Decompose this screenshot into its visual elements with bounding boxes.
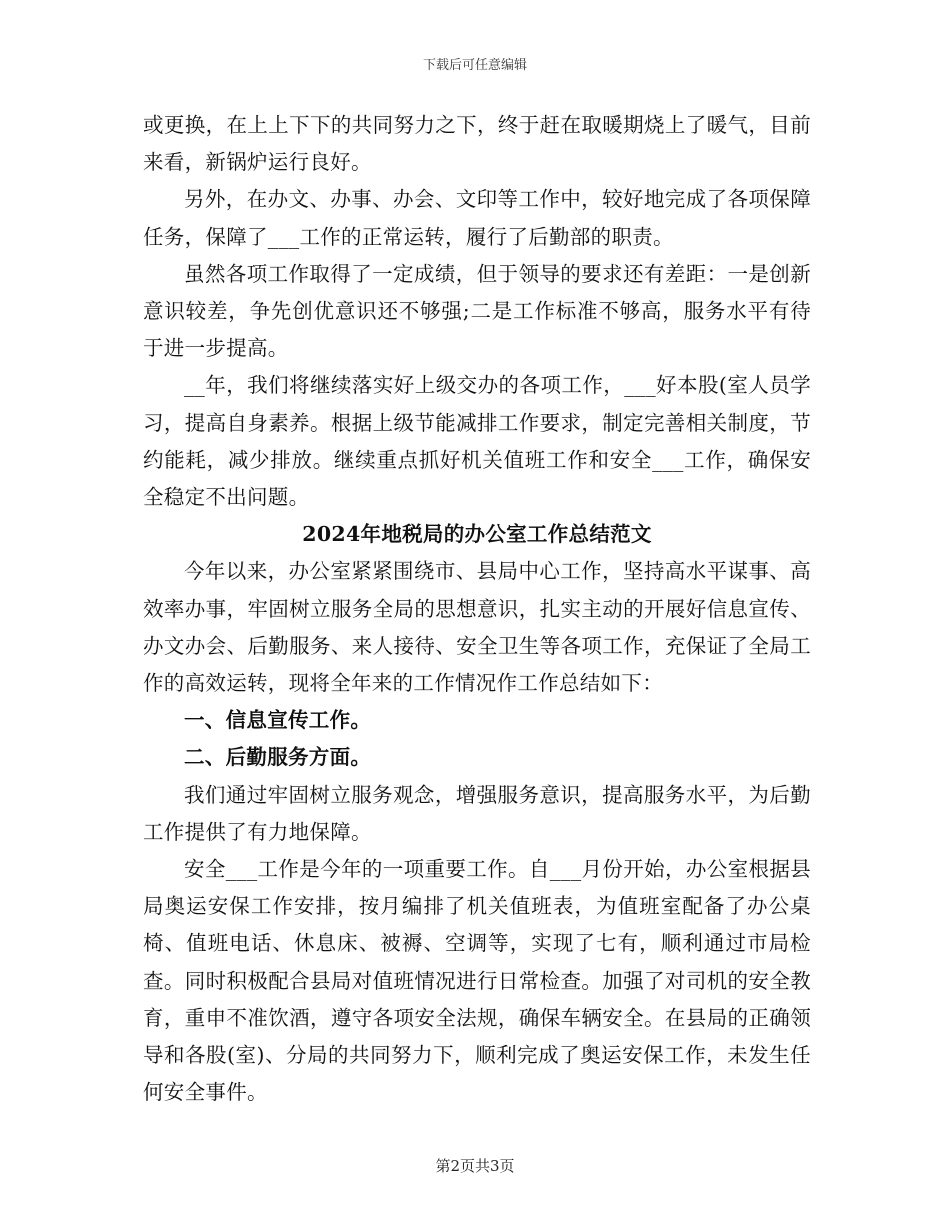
subheading: 二、后勤服务方面。 (184, 745, 372, 770)
paragraph: 今年以来，办公室紧紧围绕市、县局中心工作，坚持高水平谋事、高效率办事，牢固树立服务全局的思想意识，扎实主动的开展好信息宣传、办文办会、后勤服务、来人接待、安全卫生等各项工作，充保证了全局工作的高效运转，现将全年来的工作情况作工作总结如下： (143, 559, 811, 696)
subheading: 一、信息宣传工作。 (184, 708, 372, 733)
section-heading: 2024年地税局的办公室工作总结范文 (302, 522, 652, 547)
document-body (143, 107, 811, 1111)
paragraph: 或更换，在上上下下的共同努力之下，终于赶在取暖期烧上了暖气，目前来看，新锅炉运行良好。 (143, 113, 811, 175)
paragraph: 虽然各项工作取得了一定成绩，但于领导的要求还有差距：一是创新意识较差，争先创优意识还不够强;二是工作标准不够高，服务水平有待于进一步提高。 (143, 261, 811, 361)
paragraph: 另外，在办文、办事、办会、文印等工作中，较好地完成了各项保障任务，保障了___工作的正常运转，履行了后勤部的职责。 (143, 187, 811, 249)
page-footer: 第2页共3页 (435, 1157, 515, 1175)
paragraph: __年，我们将继续落实好上级交办的各项工作，___好本股(室人员学习，提高自身素养。根据上级节能减排工作要求，制定完善相关制度，节约能耗，减少排放。继续重点抓好机关值班工作和安全___工作，确保安全稳定不出问题。 (143, 373, 811, 510)
paragraph: 安全___工作是今年的一项重要工作。自___月份开始，办公室根据县局奥运安保工作安排，按月编排了机关值班表，为值班室配备了办公桌椅、值班电话、休息床、被褥、空调等，实现了七有，顺利通过市局检查。同时积极配合县局对值班情况进行日常检查。加强了对司机的安全教育，重申不准饮酒，遵守各项安全法规，确保车辆安全。在县局的正确领导和各股(室)、分局的共同努力下，顺利完成了奥运安保工作，未发生任何安全事件。 (143, 857, 811, 1105)
page-header: 下载后可任意编辑 (422, 58, 527, 73)
paragraph: 我们通过牢固树立服务观念，增强服务意识，提高服务水平，为后勤工作提供了有力地保障。 (143, 782, 811, 844)
